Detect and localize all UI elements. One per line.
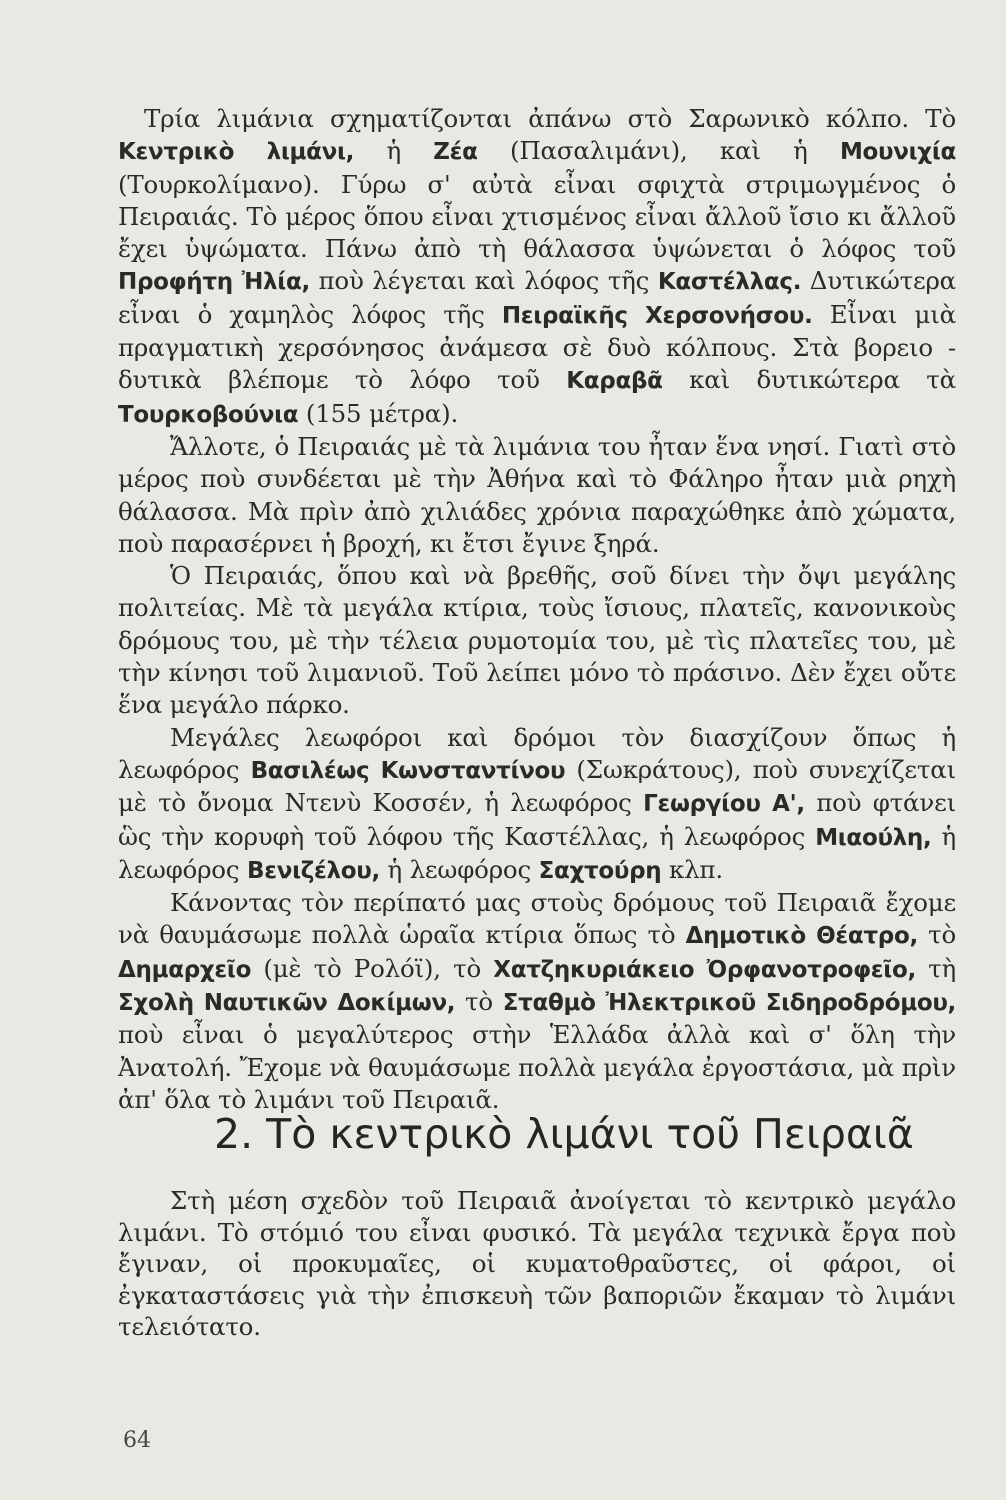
paragraph-island: Ἄλλοτε, ὁ Πειραιάς μὲ τὰ λιμάνια του ἦταν ἕνα νησί. Γιατὶ στὸ μέρος ποὺ συνδέεται μὲ τὴν Ἀθήνα καὶ τὸ Φάληρο ἦταν μιὰ ρηχὴ θάλασσα. Μὰ πρὶν ἀπὸ χιλιάδες χρόνια παραχώθηκε ἀπὸ χώματα, ποὺ παρασέρνει ἡ βροχή, κι ἔτσι ἔγινε ξηρά. <box>118 431 956 558</box>
text: (μὲ τὸ Ρολόϊ), τὸ <box>251 953 494 983</box>
bold-term: Καστέλλας. <box>657 269 802 296</box>
text: τὴ <box>915 953 957 983</box>
bold-term: Σταθμὸ Ἠλεκτρικοῦ Σιδηροδρόμου, <box>502 990 956 1017</box>
text: τὸ <box>455 987 503 1017</box>
text: (Τουρκολίμανο). Γύρω σ' αὐτὰ εἶναι σφιχτὰ στριμωγμένος ὁ Πειραιάς. Τὸ μέρος ὅπου εἶναι χτισμένος εἶναι ἄλλοῦ ἴσιο κι ἄλλοῦ ἔχει ὑψώματα. Πάνω ἀπὸ τὴ θάλασσα ὑψώνεται ὁ λόφος τοῦ <box>118 169 956 264</box>
text: ποὺ εἶναι ὁ μεγαλύτερος στὴν Ἑλλάδα ἀλλὰ καὶ σ' ὅλη τὴν Ἀνατολή. Ἔχομε νὰ θαυμάσωμε πολλὰ μεγάλα ἐργοστάσια, μὰ πρὶν ἀπ' ὅλα τὸ λιμάνι τοῦ Πειραιᾶ. <box>118 1020 956 1114</box>
text: (Σωκράτους), ποὺ συνεχίζεται μὲ τὸ ὄνομα Ντενὺ Κοσσέν, ἡ λεωφόρος <box>118 754 957 818</box>
bold-term: Γεωργίου Α', <box>643 791 805 818</box>
text: ἡ <box>354 136 434 166</box>
text: τὸ <box>917 920 957 950</box>
bold-term: Δημαρχεῖο <box>118 956 252 983</box>
text: ἡ λεωφόρος <box>118 821 956 884</box>
text: Μεγάλες λεωφόροι καὶ δρόμοι τὸν διασχίζουν ὅπως ἡ λεωφόρος <box>118 722 956 784</box>
paragraph-harbors <box>118 103 956 431</box>
paragraph-buildings <box>118 887 956 1116</box>
page-number: 64 <box>123 1428 151 1453</box>
bold-term: Καραβᾶ <box>566 368 663 395</box>
text: (155 μέτρα). <box>298 398 459 428</box>
text: (Πασαλιμάνι), καὶ ἡ <box>477 136 840 166</box>
bold-term: Δημοτικὸ Θέατρο, <box>685 923 918 950</box>
text: Εἶναι μιὰ πραγματικὴ χερσόνησος ἀνάμεσα σὲ δυὸ κόλπους. Στὰ βορειο - δυτικὰ βλέπομε τὸ λόφο τοῦ <box>118 299 956 395</box>
bold-term: Σχολὴ Ναυτικῶν Δοκίμων, <box>118 990 456 1017</box>
paragraph-avenues <box>118 722 956 887</box>
paragraph-city: Ὁ Πειραιάς, ὅπου καὶ νὰ βρεθῆς, σοῦ δίνει τὴν ὄψι μεγάλης πολιτείας. Μὲ τὰ μεγάλα κτίρια, τοὺς ἴσιους, πλατεῖς, κανονικοὺς δρόμους του, μὲ τὴν τέλεια ρυμοτομία του, μὲ τὶς πλατεῖες του, μὲ τὴν κίνησι τοῦ λιμανιοῦ. Τοῦ λείπει μόνο τὸ πράσινο. Δὲν ἔχει οὔτε ἕνα μεγάλο πάρκο. <box>118 561 956 720</box>
bold-term: Ζέα <box>433 139 478 166</box>
bold-term: Σαχτούρη <box>538 857 662 884</box>
bold-term: Χατζηκυριάκειο Ὀρφανοτροφεῖο, <box>493 956 916 983</box>
bold-term: Κεντρικὸ λιμάνι, <box>118 139 355 166</box>
text: Τρία λιμάνια σχηματίζονται ἀπάνω στὸ Σαρωνικὸ κόλπο. Τὸ <box>144 104 956 133</box>
text: κλπ. <box>661 854 723 884</box>
bold-term: Προφήτη Ἠλία, <box>118 269 310 296</box>
text: ποὺ φτάνει ὣς τὴν κορυφὴ τοῦ λόφου τῆς Καστέλλας, ἡ λεωφόρος <box>118 788 956 851</box>
section-text <box>118 1185 956 1343</box>
text: Κάνοντας τὸν περίπατό μας στοὺς δρόμους τοῦ Πειραιᾶ ἔχομε νὰ θαυμάσωμε πολλὰ ὡραῖα κτίρια ὅπως τὸ <box>118 888 956 950</box>
text: Δυτικώτερα εἶναι ὁ χαμηλὸς λόφος τῆς <box>118 266 957 329</box>
bold-term: Βασιλέως Κωνσταντίνου <box>250 757 566 784</box>
paragraph-central-harbor: Στὴ μέση σχεδὸν τοῦ Πειραιᾶ ἀνοίγεται τὸ κεντρικὸ μεγάλο λιμάνι. Τὸ στόμιό του εἶναι φυσικό. Τὰ μεγάλα τεχνικὰ ἔργα ποὺ ἔγιναν, οἱ προκυμαῖες, οἱ κυματοθραῦστες, οἱ φάροι, οἱ ἐγκαταστάσεις γιὰ τὴν ἐπισκευὴ τῶν βαποριῶν ἔκαμαν τὸ λιμάνι τελειότατο. <box>118 1186 956 1341</box>
text: ποὺ λέγεται καὶ λόφος τῆς <box>309 266 658 296</box>
text: καὶ δυτικώτερα τὰ <box>662 365 956 395</box>
bold-term: Πειραϊκῆς Χερσονήσου. <box>501 302 813 329</box>
text: ἡ λεωφόρος <box>379 854 539 884</box>
section-heading: 2. Τὸ κεντρικὸ λιμάνι τοῦ Πειραιᾶ <box>214 1110 914 1158</box>
main-text <box>118 103 956 1116</box>
bold-term: Βενιζέλου, <box>246 857 380 884</box>
bold-term: Μουνιχία <box>839 139 956 166</box>
bold-term: Τουρκοβούνια <box>118 401 299 428</box>
bold-term: Μιαούλη, <box>815 824 932 851</box>
